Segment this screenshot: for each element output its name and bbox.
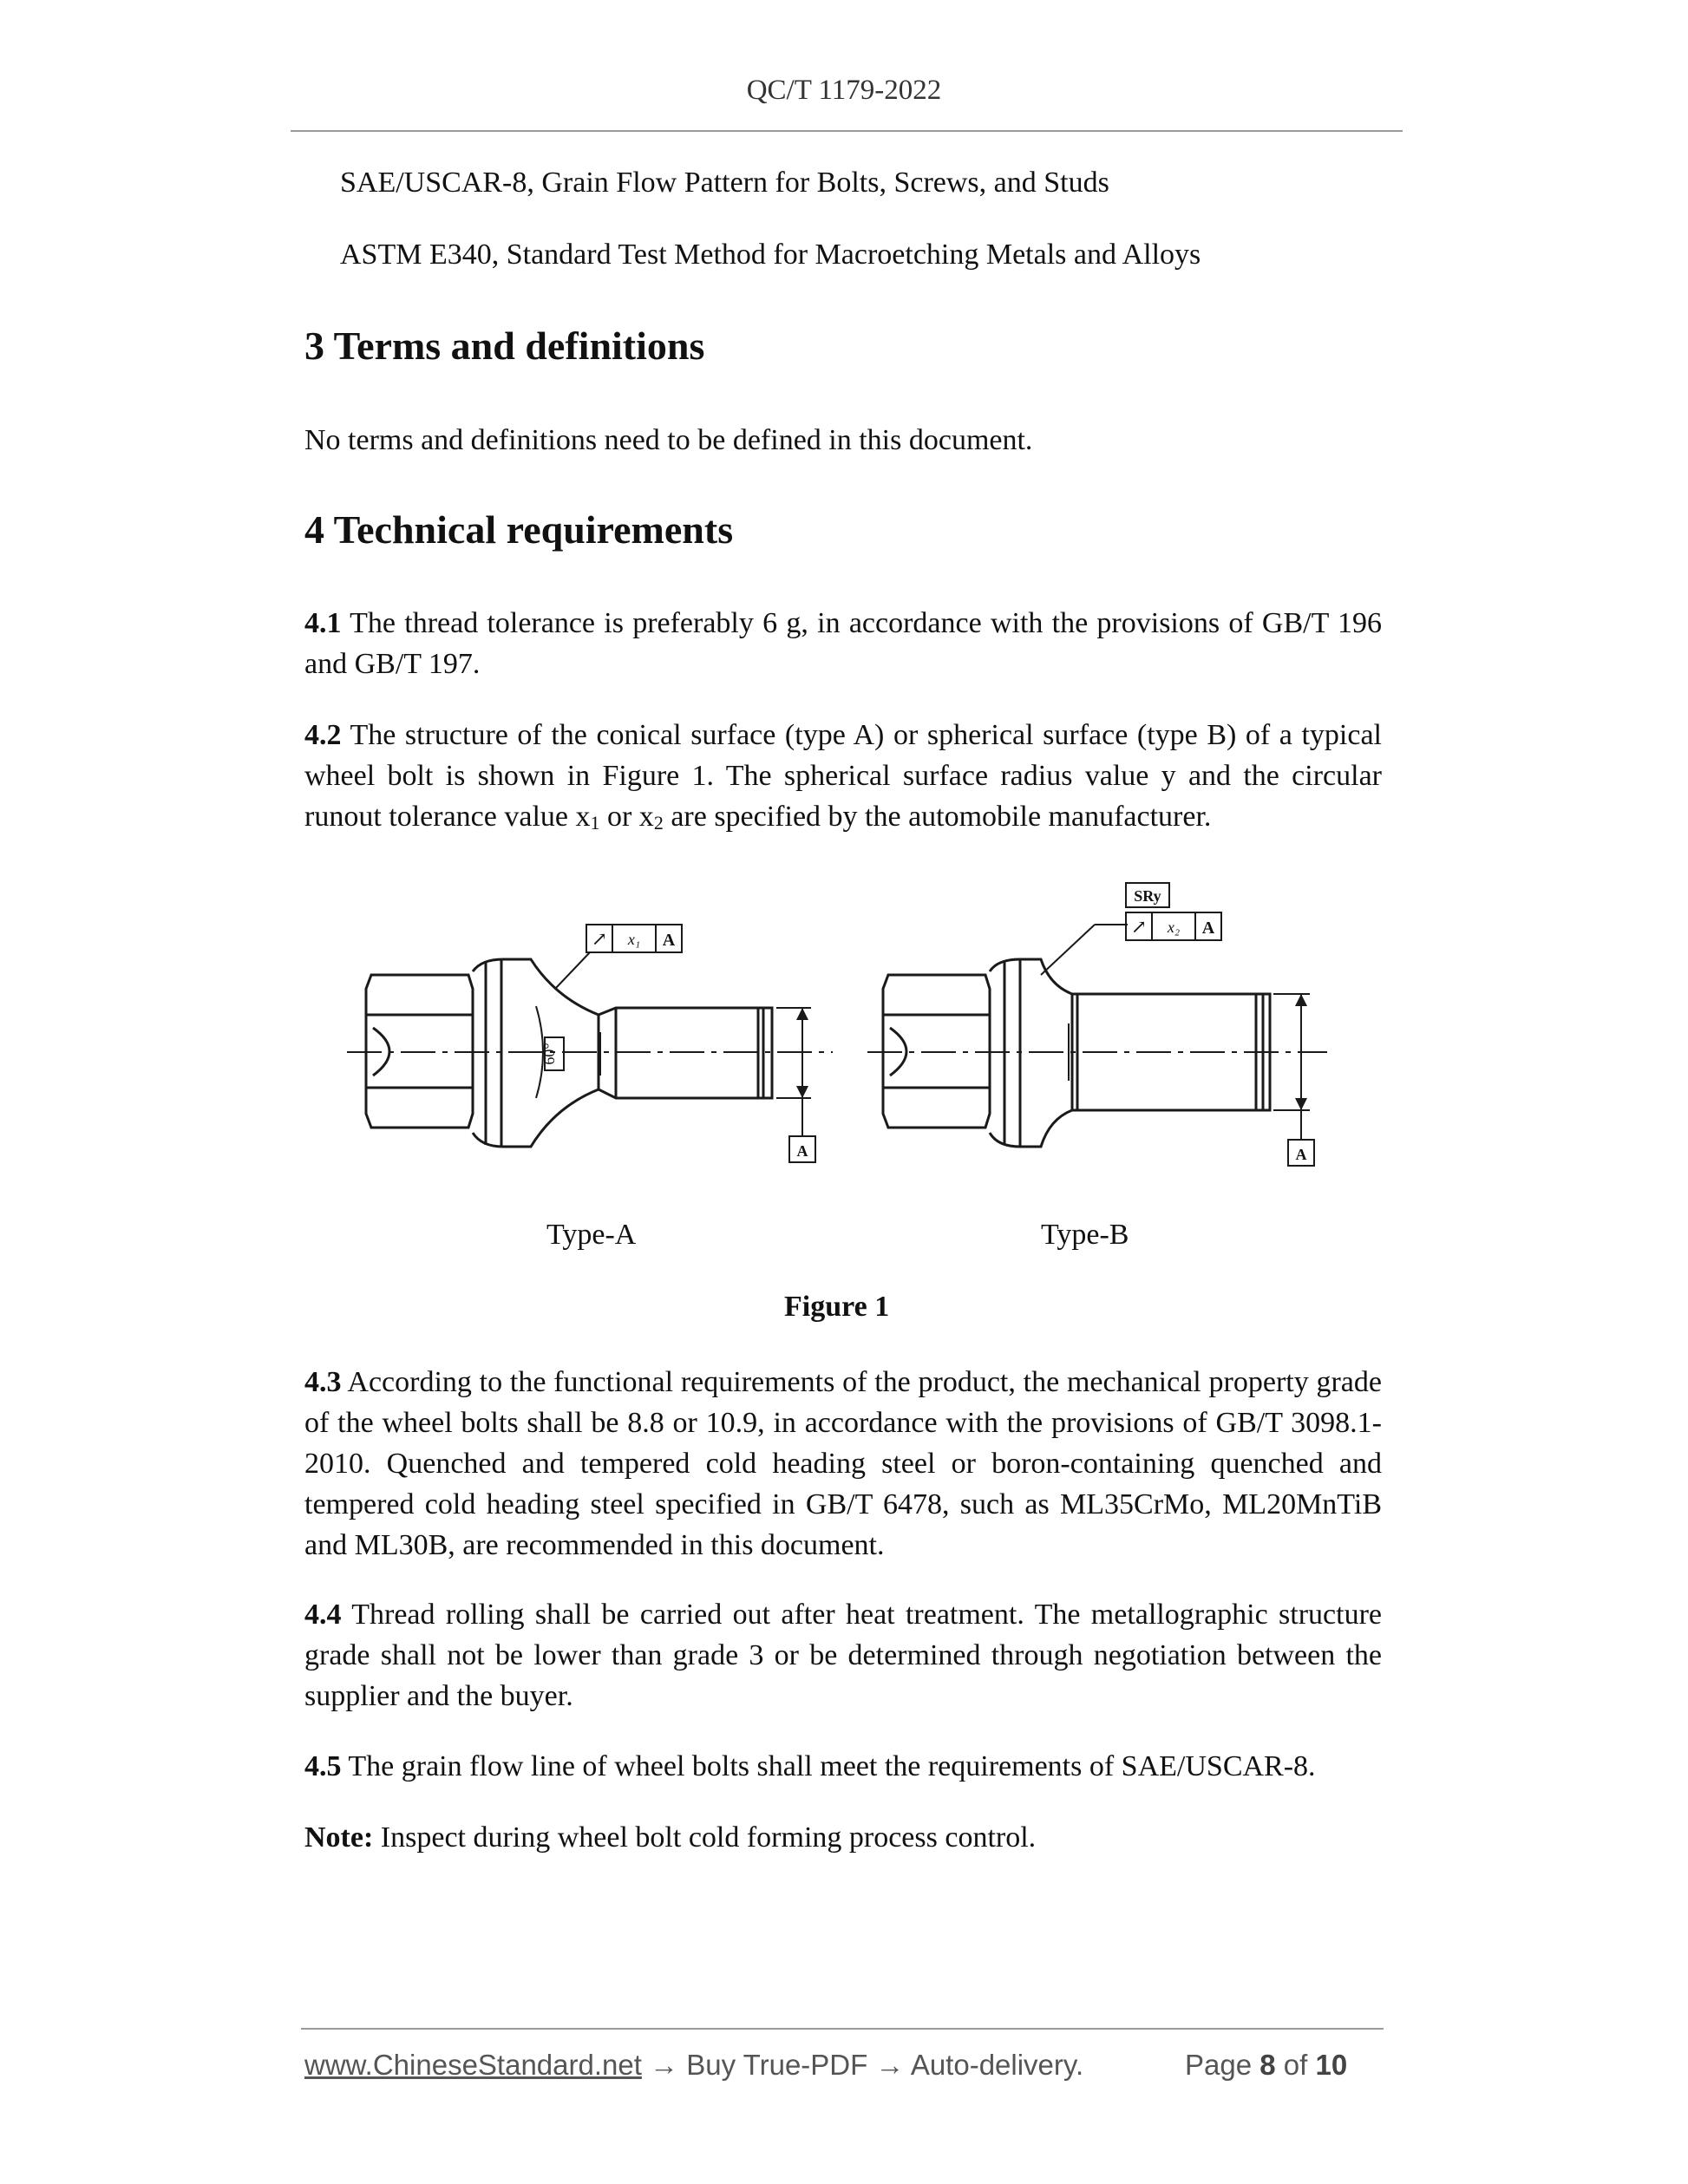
footer-promo-text: → Buy True-PDF → Auto-delivery. (641, 2049, 1084, 2081)
subscript: 1 (590, 812, 600, 834)
clause-number: 4.3 (304, 1366, 342, 1398)
clause-4-4 (304, 1594, 1382, 1716)
type-b-tolerance-value: x₂ (1167, 919, 1181, 936)
page-label: Page (1185, 2049, 1253, 2081)
website-link[interactable]: www.ChineseStandard.net (304, 2049, 642, 2081)
page-total: 10 (1315, 2049, 1348, 2081)
note-label: Note: (304, 1821, 374, 1854)
clause-text: or x (599, 801, 654, 833)
page-number: 8 (1259, 2049, 1276, 2081)
footer-divider (301, 2028, 1384, 2030)
clause-text: The grain flow line of wheel bolts shall meet the requirements of SAE/USCAR-8. (341, 1750, 1316, 1782)
clause-text: The thread tolerance is preferably 6 g, in accordance with the provisions of GB/T 196 and GB/T 197. (304, 607, 1382, 680)
note (304, 1817, 1382, 1858)
type-b-runout-symbol: ↗ (1130, 916, 1148, 938)
reference-sae-uscar-8: SAE/USCAR-8, Grain Flow Pattern for Bolts, Screws, and Studs (340, 167, 1109, 199)
type-a-tolerance-datum: A (662, 931, 676, 950)
clause-text: are specified by the automobile manufacturer. (663, 801, 1212, 833)
clause-number: 4.4 (304, 1599, 342, 1631)
cone-angle-label: 60° (540, 1043, 558, 1065)
clause-4-5 (304, 1746, 1382, 1787)
clause-number: 4.2 (304, 719, 342, 751)
clause-number: 4.1 (304, 607, 342, 639)
type-b-bolt-drawing (883, 883, 1314, 1166)
type-b-datum-label: A (1295, 1146, 1307, 1163)
type-a-runout-symbol: ↗ (591, 928, 608, 950)
type-a-bolt-drawing (366, 925, 815, 1162)
type-a-caption: Type-A (546, 1219, 637, 1251)
clause-4-3 (304, 1362, 1382, 1566)
of-label: of (1283, 2049, 1308, 2081)
note-text: Inspect during wheel bolt cold forming process control. (373, 1821, 1037, 1854)
type-a-tolerance-value: x₁ (627, 931, 641, 948)
running-header: QC/T 1179-2022 (746, 75, 942, 106)
reference-astm-e340: ASTM E340, Standard Test Method for Macroetching Metals and Alloys (340, 239, 1201, 271)
type-a-datum-label: A (796, 1142, 808, 1160)
subscript: 2 (653, 812, 664, 834)
sphere-radius-label: SRy (1134, 887, 1161, 905)
figure-title: Figure 1 (784, 1291, 890, 1323)
section-3-text: No terms and definitions need to be defined in this document. (304, 424, 1033, 456)
page-indicator (1185, 2049, 1347, 2082)
type-b-caption: Type-B (1041, 1219, 1129, 1251)
section-3-heading: 3 Terms and definitions (304, 324, 705, 368)
type-b-tolerance-datum: A (1201, 919, 1215, 938)
footer-promo (304, 2049, 1083, 2082)
clause-text: Thread rolling shall be carried out after heat treatment. The metallographic structure grade shall not be lower than grade 3 or be determined through negotiation between the supplier and the buyer. (304, 1599, 1382, 1712)
clause-text: According to the functional requirements of the product, the mechanical property grade of the wheel bolts shall be 8.8 or 10.9, in accordance with the provisions of GB/T 3098.1-2010. Quenched and tempered cold heading steel or boron-containing quenched and tempered cold heading steel specified in GB/T 6478, such as ML35CrMo, ML20MnTiB and ML30B, are recommended in this document. (304, 1366, 1382, 1561)
section-4-heading: 4 Technical requirements (304, 507, 734, 552)
clause-text: The structure of the conical surface (type A) or spherical surface (type B) of a typical wheel bolt is shown in Figure 1. The spherical surface radius value y and the circular runout tolerance value x (304, 719, 1382, 833)
clause-number: 4.5 (304, 1750, 342, 1782)
